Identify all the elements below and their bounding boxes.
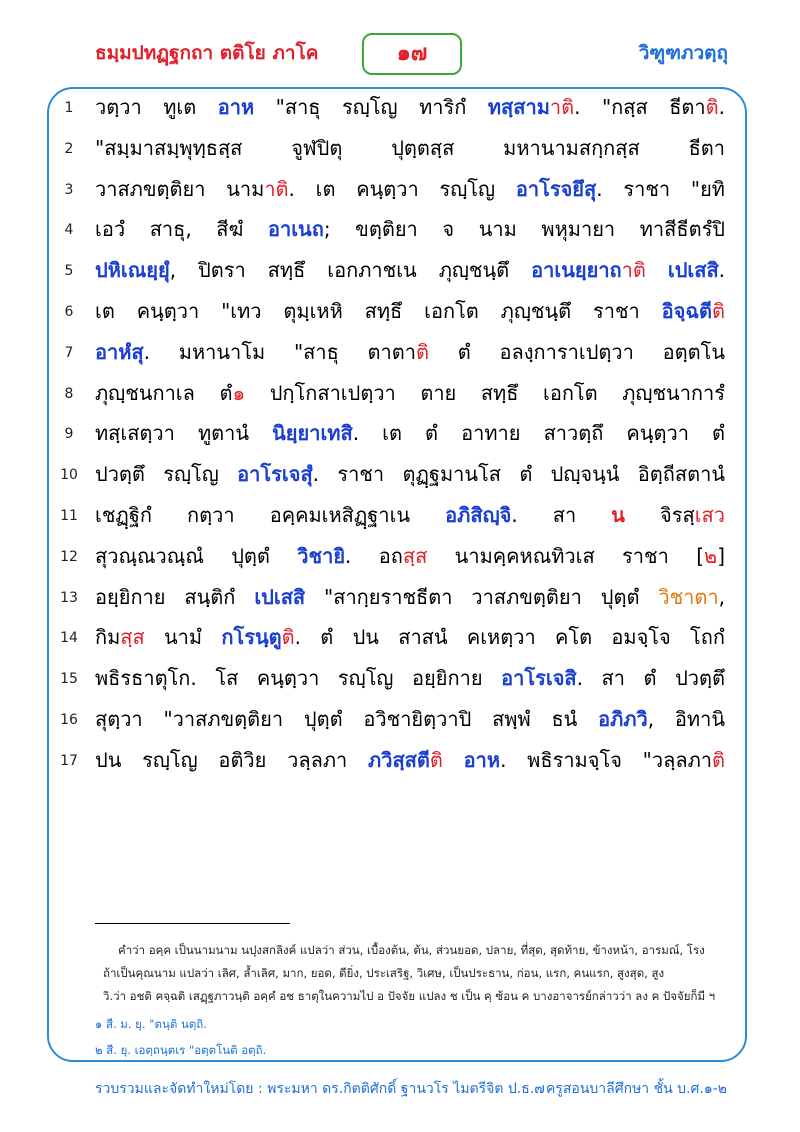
- line-text: [95, 255, 725, 285]
- text-segment: ; ขตฺติยา จ นาม พหุมายา ทาสีธีตรํปิ: [323, 217, 725, 242]
- text-segment: นิยฺยาเทสิ: [272, 421, 353, 446]
- text-segment: . มหานาโม "สาธุ ตาตา: [143, 339, 416, 364]
- text-segment: อิจฺฉตี: [661, 299, 712, 323]
- line-number: 5: [64, 263, 74, 280]
- text-segment: เต คนฺตฺวา "เทว ตุมฺเหหิ สทฺธึ เอกโต ภุญฺชนฺตึ ราชา: [95, 299, 662, 323]
- line-number: 14: [60, 630, 78, 647]
- text-segment: ทสฺสาม: [487, 95, 550, 119]
- line-number: 16: [60, 712, 78, 728]
- text-segment: [443, 748, 464, 772]
- text-segment: นามํ: [144, 625, 222, 650]
- text-segment: [646, 258, 668, 282]
- line-number: 2: [64, 140, 74, 157]
- chapter-title: วิฑูฑภวตฺถุ: [638, 42, 728, 64]
- text-segment: . อถ: [345, 543, 403, 568]
- text-segment: สฺส: [402, 543, 428, 568]
- line-number: 8: [64, 385, 74, 402]
- text-segment: . เต คนฺตฺวา รญฺโญ: [288, 176, 516, 201]
- text-segment: อาเนถ: [267, 217, 324, 242]
- line-number: 1: [64, 100, 74, 116]
- text-segment: ติ: [705, 95, 719, 119]
- line-text: [95, 459, 725, 489]
- footnote-line-2: ถ้าเป็นคุณนาม แปลว่า เลิศ, ล้ำเลิศ, มาก, ยอด, ดียิ่ง, ประเสริฐ, วิเศษ, เป็นประธาน, ก่อน, แรก, คนแรก, สูงสุด, สูง: [103, 966, 665, 980]
- footer-author: รวบรวมและจัดทำใหม่โดย : พระมหา ดร.กิตติศักดิ์ ฐานวโร ไมตรีจิต ป.ธ.๗: [95, 1081, 545, 1097]
- line-text: [95, 92, 725, 122]
- text-segment: าติ: [264, 176, 289, 201]
- line-number: 6: [64, 304, 74, 320]
- text-segment: ]: [717, 543, 725, 568]
- line-number: 4: [64, 222, 74, 239]
- text-line: [0, 496, 800, 536]
- line-text: [95, 541, 725, 571]
- text-segment: ปวตฺตึ รญฺโญ: [95, 462, 238, 487]
- text-segment: อภิภวิ: [598, 707, 648, 731]
- footnote-line-3: วิ.ว่า อชติ คจฺฉติ เสฏฺฐภาวนฺติ อคฺคํ อช ธาตุในความไป อ ปัจจัย แปลง ช เป็น คฺ ซ้อน ค บางอาจารย์กล่าวว่า ลง ค ปัจจัยก็มี ฯ: [103, 989, 716, 1003]
- text-segment: อาโรเจสุํ: [237, 462, 313, 487]
- line-text: [95, 174, 725, 204]
- text-segment: .: [718, 258, 725, 283]
- text-line: [0, 129, 800, 169]
- text-segment: ติ: [416, 339, 429, 364]
- line-text: [95, 337, 725, 367]
- text-segment: . ราชา "ยทิ: [596, 176, 725, 201]
- book-title: ธมฺมปทฏฺฐกถา ตติโย ภาโค: [95, 42, 319, 64]
- text-segment: เสว: [694, 503, 725, 527]
- text-line: [0, 292, 800, 332]
- line-number: 9: [64, 426, 74, 443]
- text-segment: "สมฺมาสมฺพุทฺธสฺส จูฬปิตุ ปุตฺตสฺส มหานามสกฺกสฺส ธีตา: [95, 135, 725, 160]
- page-header: [0, 30, 800, 80]
- text-segment: อาโรเจสิ: [501, 666, 577, 691]
- text-segment: าติ: [621, 258, 646, 283]
- text-segment: ทสฺเสตฺวา ทูตานํ: [95, 421, 273, 446]
- line-text: [95, 133, 725, 163]
- text-segment: อภิสิญฺจิ: [445, 503, 512, 527]
- text-segment: วาสภขตฺติยา นาม: [95, 176, 265, 201]
- text-segment: นามคฺคหณทิวเส ราชา [: [427, 543, 704, 568]
- text-line: [0, 700, 800, 740]
- line-number: 13: [60, 589, 78, 606]
- text-segment: . สา ตํ ปวตฺตึ: [576, 666, 725, 691]
- text-segment: . ตํ ปน สาสนํ คเหตฺวา คโต อมจฺโจ โถกํ: [294, 625, 725, 650]
- text-segment: กโรนฺตู: [221, 625, 282, 650]
- text-segment: เปเสสิ: [667, 258, 719, 283]
- text-segment: ปน รญฺโญ อติวิย วลฺลภา: [95, 747, 369, 772]
- text-line: [0, 537, 800, 577]
- text-segment: . ราชา ตุฏฺฐมานโส ตํ ปญฺจนฺนํ อิตฺถีสตานํ: [312, 462, 725, 487]
- text-segment: ติ: [429, 747, 443, 772]
- line-text: [95, 500, 725, 530]
- page-number: ๑๗: [362, 33, 462, 75]
- line-number: 7: [64, 344, 74, 361]
- line-number: 11: [60, 508, 78, 524]
- text-line: [0, 374, 800, 414]
- line-text: [95, 622, 725, 652]
- text-segment: อาเนยฺยาถ: [531, 258, 622, 283]
- text-segment: เอวํ สาธุ, สีฆํ: [95, 217, 268, 242]
- text-segment: เปเสสิ: [254, 584, 306, 609]
- text-segment: ๒: [704, 543, 718, 568]
- line-number: 17: [60, 752, 78, 769]
- text-segment: "สาธุ รญฺโญ ทาริกํ: [254, 95, 488, 119]
- text-segment: "สากฺยราชธีตา วาสภขตฺติยา ปุตฺตํ: [305, 584, 659, 609]
- text-segment: น: [611, 503, 625, 527]
- text-segment: กิม: [95, 625, 121, 650]
- text-line: [0, 333, 800, 373]
- line-text: [95, 704, 725, 734]
- line-number: 10: [60, 467, 78, 484]
- text-line: [0, 578, 800, 618]
- text-segment: ปกฺโกสาเปตฺวา ตาย สทฺธึ เอกโต ภุญฺชนาการํ: [245, 380, 725, 405]
- text-line: [0, 659, 800, 699]
- footer-course: ครูสอนบาลีศึกษา ชั้น บ.ศ.๑-๒: [545, 1081, 727, 1097]
- text-segment: ติ: [712, 747, 725, 772]
- text-segment: , ปิตรา สทฺธึ เอกภาชเน ภุญฺชนฺตึ: [169, 258, 532, 283]
- text-segment: อาหํสุ: [95, 339, 144, 364]
- text-segment: สฺส: [120, 625, 145, 650]
- line-number: 3: [64, 181, 74, 198]
- text-segment: .: [718, 95, 725, 119]
- text-line: [0, 210, 800, 250]
- text-segment: วตฺวา ทูเต: [95, 95, 218, 119]
- text-segment: อาห: [463, 747, 501, 772]
- text-segment: จิรสฺ: [624, 503, 695, 527]
- text-segment: . เต ตํ อาทาย สาวตฺถึ คนฺตฺวา ตํ: [352, 421, 725, 446]
- text-segment: ,: [718, 584, 725, 609]
- text-line: [0, 170, 800, 210]
- text-segment: เชฏฺฐิกํ กตฺวา อคฺคมเหสิฏฺฐาเน: [95, 503, 446, 527]
- text-segment: ภวิสฺสตี: [368, 747, 430, 772]
- footnote-ref-2: ๒ สี. ยุ. เอตฺถนฺตเร "อตฺตโนติ อตฺถิ.: [95, 1043, 267, 1057]
- text-segment: สุวณฺณวณฺณํ ปุตฺตํ: [95, 543, 298, 568]
- line-text: [95, 214, 725, 244]
- text-segment: ภุญฺชนกาเล ตํ: [95, 380, 233, 405]
- line-text: [95, 745, 725, 775]
- text-line: [0, 88, 800, 128]
- text-segment: สุตฺวา "วาสภขตฺติยา ปุตฺตํ อวิชายิตฺวาปิ สพฺพํ ธนํ: [95, 707, 599, 731]
- footnote-separator: [95, 923, 290, 924]
- text-segment: ๑: [232, 380, 246, 405]
- line-text: [95, 418, 725, 448]
- text-segment: อาโรจยึสุ: [515, 176, 597, 201]
- line-text: [95, 663, 725, 693]
- text-segment: ตํ อลงฺการาเปตฺวา อตฺตโน: [429, 339, 725, 364]
- line-number: 12: [60, 548, 78, 565]
- text-line: [0, 455, 800, 495]
- text-line: [0, 251, 800, 291]
- text-segment: ปหิเณยฺยุํ: [95, 258, 170, 283]
- text-segment: อยฺยิกาย สนฺติกํ: [95, 584, 255, 609]
- text-line: [0, 741, 800, 781]
- text-segment: ติ: [712, 299, 725, 323]
- text-segment: . สา: [511, 503, 612, 527]
- text-segment: าติ: [549, 95, 575, 119]
- text-segment: . พธิรามจฺโจ "วลฺลภา: [500, 747, 713, 772]
- text-segment: อาห: [217, 95, 255, 119]
- line-text: [95, 378, 725, 408]
- text-segment: วิชายิ: [297, 543, 346, 568]
- text-line: [0, 618, 800, 658]
- text-segment: ติ: [281, 625, 295, 650]
- line-number: 15: [60, 671, 78, 688]
- text-segment: . "กสฺส ธีตา: [574, 95, 706, 119]
- line-text: [95, 582, 725, 612]
- line-text: [95, 296, 725, 326]
- footnote-line-1: คำว่า อคฺค เป็นนามนาม นปุงสกลิงค์ แปลว่า ส่วน, เบื้องต้น, ต้น, ส่วนยอด, ปลาย, ที่สุด, สุดท้าย, ข้างหน้า, อารมณ์, โรง: [118, 943, 705, 957]
- footnote-ref-1: ๑ สี. ม. ยุ. "ตนฺติ นตฺถิ.: [95, 1017, 207, 1031]
- text-line: [0, 414, 800, 454]
- text-segment: พธิรธาตุโก. โส คนฺตฺวา รญฺโญ อยฺยิกาย: [95, 666, 502, 691]
- text-segment: , อิทานิ: [647, 707, 725, 731]
- text-segment: วิชาตา: [658, 584, 719, 609]
